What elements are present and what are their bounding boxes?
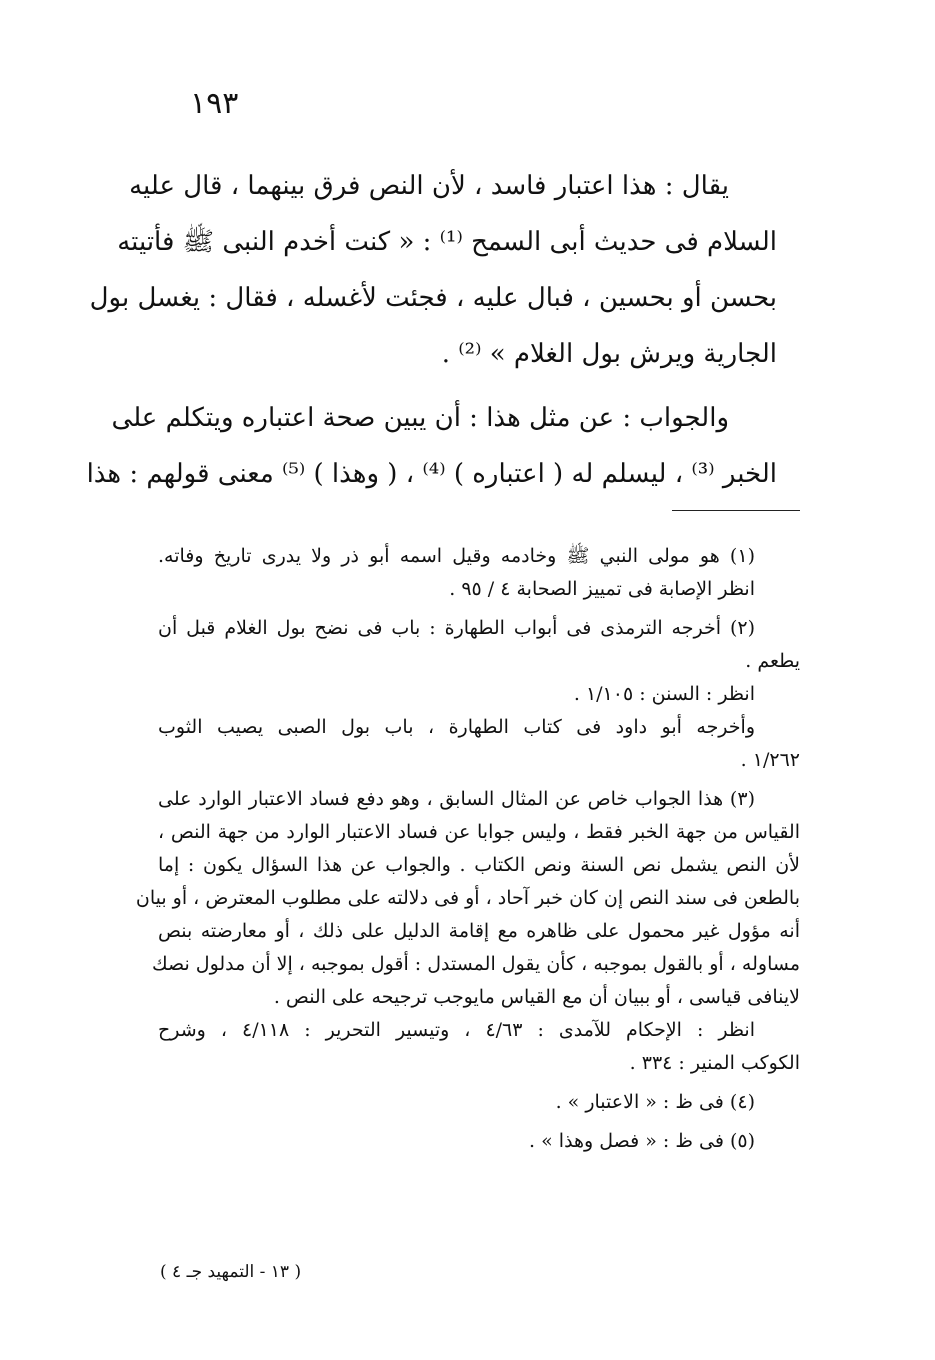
footnote-line: انظر : الإحكام للآمدى : ٤/٦٣ ، وتيسير التحرير : ٤/١١٨ ، وشرح xyxy=(158,1019,755,1041)
footnote-line: انظر الإصابة فى تمييز الصحابة ٤ / ٩٥ . xyxy=(449,578,755,600)
footnote-1 xyxy=(158,540,800,606)
text-line: يقال : هذا اعتبار فاسد ، لأن النص فرق بينهما ، قال عليه xyxy=(129,171,729,201)
footnote-3 xyxy=(135,783,800,1080)
text-line: والجواب : عن مثل هذا : أن يبين صحة اعتباره ويتكلم على xyxy=(111,403,729,433)
paragraph-2 xyxy=(86,390,777,502)
footnotes xyxy=(135,540,800,1158)
footnote-divider xyxy=(672,510,800,511)
main-text xyxy=(86,158,777,502)
footnote-line: (٢) أخرجه الترمذى فى أبواب الطهارة : باب فى نضح بول الغلام قبل أن xyxy=(158,617,755,639)
page-number: ١٩٣ xyxy=(190,86,239,121)
footnote-line: القياس من جهة الخبر فقط ، وليس جوابا عن فساد الاعتبار الوارد من جهة النص ، xyxy=(158,821,800,843)
footnote-line: مساوله ، أو بالقول بموجبه ، كأن يقول المستدل : أقول بموجبه ، إلا أن مدلول نصك xyxy=(151,953,800,975)
footnote-line: أنه مؤول غير محمول على ظاهره مع إقامة الدليل على ذلك ، أو معارضته بنص xyxy=(158,920,800,942)
text-line: بحسن أو بحسين ، فبال عليه ، فجئت لأغسله ، فقال : يغسل بول xyxy=(89,283,777,313)
paragraph-1 xyxy=(89,158,777,382)
text-line: الجارية ويرش بول الغلام » ⁽²⁾ . xyxy=(441,339,777,369)
footnote-5 xyxy=(158,1125,800,1158)
footnote-line: الكوكب المنير : ٣٣٤ . xyxy=(629,1052,800,1074)
footnote-line: (٥) فى ظ : « فصل وهذا » . xyxy=(529,1130,755,1152)
footnote-line: (٣) هذا الجواب خاص عن المثال السابق ، وهو دفع فساد الاعتبار الوارد على xyxy=(158,788,755,810)
footnote-line: يطعم . xyxy=(745,650,800,672)
footnote-line: بالطعن فى سند النص إن كان خبر آحاد ، أو فى دلالته على مطلوب المعترض ، أو بيان xyxy=(135,887,800,909)
signature-mark: ( ١٣ - التمهيد جـ ٤ ) xyxy=(160,1262,302,1282)
footnote-line: لاينافى قياسى ، أو ببيان أن مع القياس مايوجب ترجيحه على النص . xyxy=(273,986,800,1008)
footnote-4 xyxy=(158,1086,800,1119)
footnote-2 xyxy=(158,612,800,777)
footnote-line: لأن النص يشمل نص السنة ونص الكتاب . والجواب عن هذا السؤال يكون : إما xyxy=(158,854,800,876)
footnote-line: انظر : السنن : ١/١٠٥ . xyxy=(573,683,755,705)
text-line: السلام فى حديث أبى السمح ⁽¹⁾ : « كنت أخدم النبى ﷺ فأتيته xyxy=(117,227,777,257)
text-line: الخبر ⁽³⁾ ، ليسلم له ( اعتباره ) ⁽⁴⁾ ، ( وهذا ) ⁽⁵⁾ معنى قولهم : هذا xyxy=(86,459,777,489)
footnote-line: وأخرجه أبو داود فى كتاب الطهارة ، باب بول الصبى يصيب الثوب xyxy=(158,716,755,738)
footnote-line: (١) هو مولى النبي ﷺ وخادمه وقيل اسمه أبو ذر ولا يدرى تاريخ وفاته. xyxy=(158,545,755,567)
footnote-line: (٤) فى ظ : « الاعتبار » . xyxy=(555,1091,755,1113)
footnote-line: ١/٢٦٢ . xyxy=(740,749,800,771)
